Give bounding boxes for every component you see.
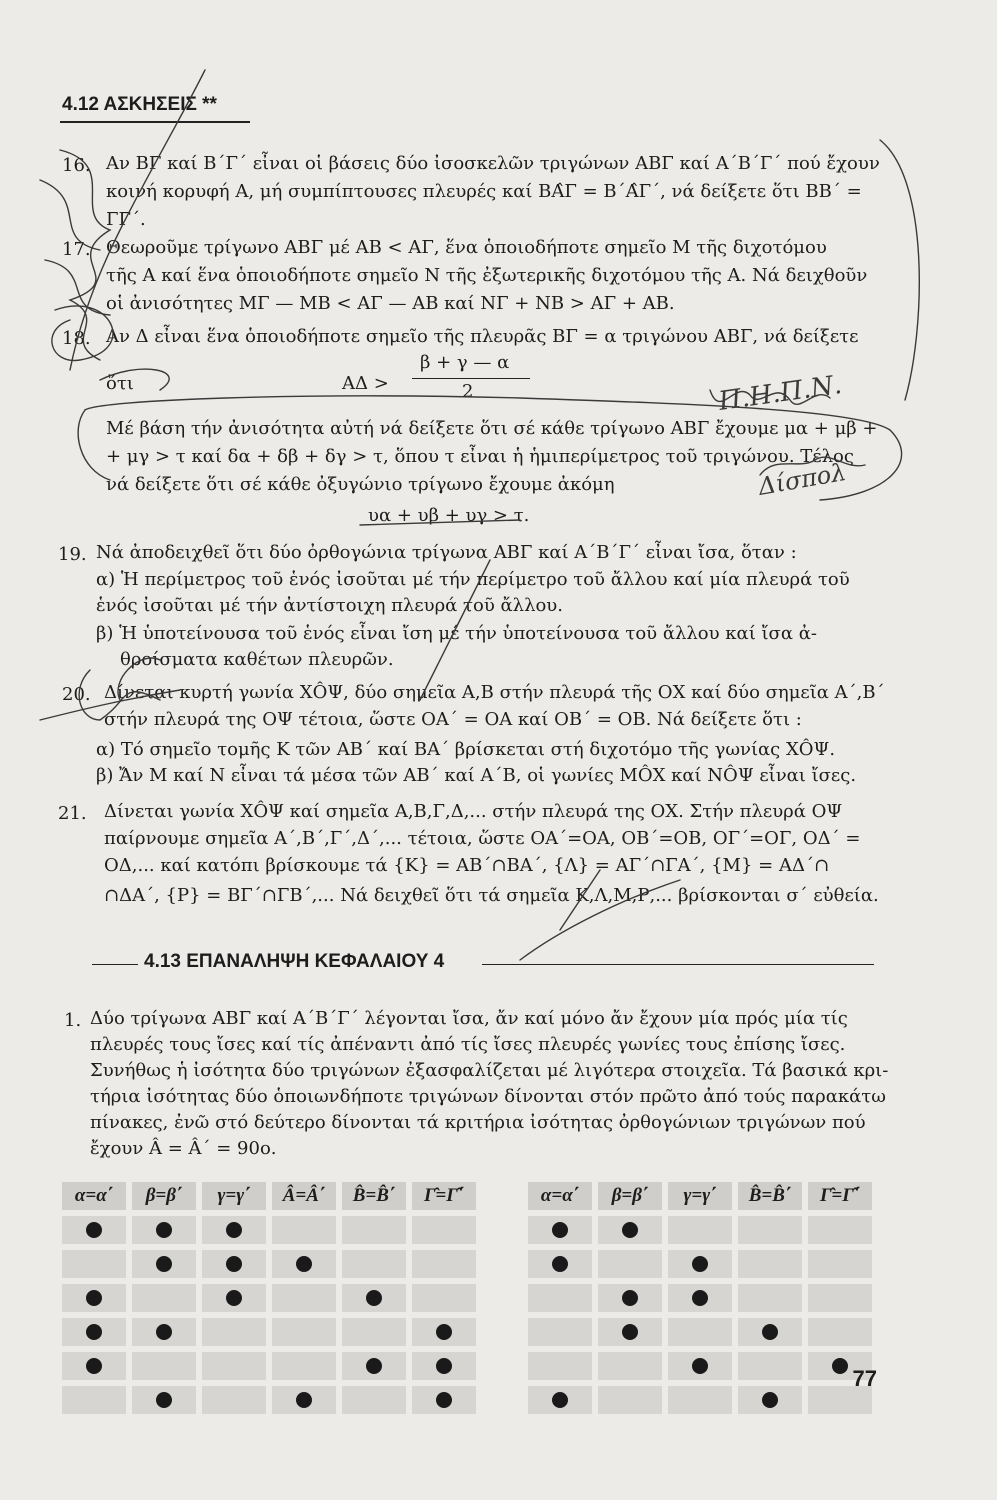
table-header: B̂=B̂΄ xyxy=(738,1182,802,1210)
exercise-19-line: ἑνός ἰσοῦται μέ τήν ἀντίστοιχη πλευρά τοῦ ἄλλου. xyxy=(96,595,563,616)
review-1-number: 1. xyxy=(64,1010,82,1031)
table-cell xyxy=(412,1352,476,1380)
exercise-18-line: νά δείξετε ὅτι σέ κάθε ὀξυγώνιο τρίγωνο ἔχουμε ἀκόμη xyxy=(106,474,615,495)
section-underline xyxy=(60,121,250,123)
exercise-18-final: υα + υβ + υγ > τ. xyxy=(368,505,530,526)
criterion-dot xyxy=(832,1358,848,1374)
table-header: β=β΄ xyxy=(132,1182,196,1210)
table-header: B̂=B̂΄ xyxy=(342,1182,406,1210)
table-cell xyxy=(342,1284,406,1312)
table-cell xyxy=(272,1216,336,1244)
review-1-line: Δύο τρίγωνα ΑΒΓ καί Α΄Β΄Γ΄ λέγονται ἴσα, ἄν καί μόνο ἄν ἔχουν μία πρός μία τίς xyxy=(90,1008,848,1029)
criterion-dot xyxy=(366,1358,382,1374)
exercise-19-number: 19. xyxy=(58,544,87,565)
exercise-18-line: Μέ βάση τήν ἀνισότητα αὐτή νά δείξετε ὅτι σέ κάθε τρίγωνο ΑΒΓ ἔχουμε μα + μβ + xyxy=(106,418,878,439)
criterion-dot xyxy=(436,1392,452,1408)
table-cell xyxy=(528,1352,592,1380)
table-cell xyxy=(412,1318,476,1346)
section-title: 4.12 ΑΣΚΗΣΕΙΣ ** xyxy=(62,94,217,115)
criterion-dot xyxy=(692,1256,708,1272)
table-cell xyxy=(598,1216,662,1244)
table-cell xyxy=(132,1250,196,1278)
table-cell xyxy=(668,1352,732,1380)
table-cell xyxy=(202,1284,266,1312)
table-cell xyxy=(202,1216,266,1244)
table-cell xyxy=(272,1284,336,1312)
table-cell xyxy=(62,1250,126,1278)
table-header: Γ̂=Γ̂΄ xyxy=(808,1182,872,1210)
table-cell xyxy=(668,1386,732,1414)
table-cell xyxy=(528,1386,592,1414)
table-cell xyxy=(272,1352,336,1380)
criterion-dot xyxy=(156,1324,172,1340)
criterion-dot xyxy=(436,1358,452,1374)
table-cell xyxy=(342,1318,406,1346)
criterion-dot xyxy=(226,1290,242,1306)
review-1-line: πλευρές τους ἴσες καί τίς ἀπέναντι ἀπό τίς ἴσες πλευρές γωνίες τους ἐπίσης ἴσες. xyxy=(90,1034,846,1055)
table-cell xyxy=(202,1318,266,1346)
exercise-18-number: 18. xyxy=(62,328,91,349)
table-cell xyxy=(132,1318,196,1346)
criterion-dot xyxy=(622,1290,638,1306)
table-cell xyxy=(272,1318,336,1346)
criterion-dot xyxy=(156,1222,172,1238)
table-cell xyxy=(738,1284,802,1312)
table-cell xyxy=(202,1352,266,1380)
table-cell xyxy=(528,1318,592,1346)
criterion-dot xyxy=(296,1392,312,1408)
criterion-dot xyxy=(622,1324,638,1340)
criterion-dot xyxy=(86,1358,102,1374)
table-cell xyxy=(132,1386,196,1414)
criterion-dot xyxy=(552,1392,568,1408)
exercise-18-oti: ὅτι xyxy=(106,373,134,394)
criterion-dot xyxy=(366,1290,382,1306)
table-cell xyxy=(202,1250,266,1278)
table-cell xyxy=(668,1216,732,1244)
table-cell xyxy=(272,1250,336,1278)
exercise-21-line: ΟΔ,... καί κατόπι βρίσκουμε τά {Κ} = ΑΒ΄∩ΒΑ΄, {Λ} = ΑΓ΄∩ΓΑ΄, {Μ} = ΑΔ΄∩ xyxy=(104,855,830,876)
criterion-dot xyxy=(436,1324,452,1340)
exercise-21-line: ∩ΔΑ΄, {Ρ} = ΒΓ΄∩ΓΒ΄,... Νά δειχθεῖ ὅτι τά σημεῖα Κ,Λ,Μ,Ρ,... βρίσκονται σ΄ εὐθεία. xyxy=(104,885,879,906)
table-cell xyxy=(598,1318,662,1346)
exercise-19-line: β) Ἡ ὑποτείνουσα τοῦ ἑνός εἶναι ἴση μέ τήν ὑποτείνουσα τοῦ ἄλλου καί ἴσα ἀ- xyxy=(96,623,817,644)
handwriting-note-1: Π.Η.Π.Ν. xyxy=(716,369,844,417)
exercise-21-line: Δίνεται γωνία ΧÔΨ καί σημεῖα Α,Β,Γ,Δ,... στήν πλευρά της ΟΧ. Στήν πλευρά ΟΨ xyxy=(104,801,843,822)
exercise-16-line: Αν ΒΓ καί Β΄Γ΄ εἶναι οἱ βάσεις δύο ἰσοσκελῶν τριγώνων ΑΒΓ καί Α΄Β΄Γ΄ πού ἔχουν xyxy=(106,153,880,174)
criterion-dot xyxy=(692,1290,708,1306)
table-cell xyxy=(738,1318,802,1346)
criterion-dot xyxy=(86,1222,102,1238)
exercise-20-line: στήν πλευρά της ΟΨ τέτοια, ὥστε ΟΑ΄ = ΟΑ καί ΟΒ΄ = ΟΒ. Νά δείξετε ὅτι : xyxy=(104,709,802,730)
exercise-17-line: Θεωροῦμε τρίγωνο ΑΒΓ μέ ΑΒ < ΑΓ, ἕνα ὁποιοδήποτε σημεῖο Μ τῆς διχοτόμου xyxy=(106,237,827,258)
exercise-19-line: θροίσματα καθέτων πλευρῶν. xyxy=(120,649,394,670)
exercise-19-line: α) Ἡ περίμετρος τοῦ ἑνός ἰσοῦται μέ τήν περίμετρο τοῦ ἄλλου καί μία πλευρά τοῦ xyxy=(96,569,850,590)
table-cell xyxy=(808,1284,872,1312)
table-cell xyxy=(412,1250,476,1278)
table-cell xyxy=(62,1386,126,1414)
table-cell xyxy=(272,1386,336,1414)
exercise-17-number: 17. xyxy=(62,239,91,260)
table-cell xyxy=(132,1216,196,1244)
table-cell xyxy=(808,1318,872,1346)
review-1-line: Συνήθως ἡ ἰσότητα δύο τριγώνων ἐξασφαλίζεται μέ λιγότερα στοιχεῖα. Τά βασικά κρι- xyxy=(90,1060,889,1081)
table-header: β=β΄ xyxy=(598,1182,662,1210)
table-cell xyxy=(412,1216,476,1244)
criterion-dot xyxy=(762,1392,778,1408)
fraction-bar xyxy=(412,378,530,379)
table-cell xyxy=(738,1250,802,1278)
exercise-18-line: Αν Δ εἶναι ἕνα ὁποιοδήποτε σημεῖο τῆς πλευρᾶς ΒΓ = α τριγώνου ΑΒΓ, νά δείξετε xyxy=(106,326,859,347)
table-cell xyxy=(412,1284,476,1312)
review-1-line: τήρια ἰσότητας δύο ὁποιωνδήποτε τριγώνων δίνονται στόν πρῶτο ἀπό τούς παρακάτω xyxy=(90,1086,886,1107)
table-header: Â=Â΄ xyxy=(272,1182,336,1210)
table-header: α=α΄ xyxy=(62,1182,126,1210)
criterion-dot xyxy=(226,1256,242,1272)
table-cell xyxy=(132,1352,196,1380)
table-cell xyxy=(342,1250,406,1278)
table-cell xyxy=(738,1386,802,1414)
table-cell xyxy=(738,1352,802,1380)
criterion-dot xyxy=(692,1358,708,1374)
criterion-dot xyxy=(762,1324,778,1340)
criterion-dot xyxy=(156,1256,172,1272)
criterion-dot xyxy=(86,1290,102,1306)
fraction-denominator: 2 xyxy=(462,381,474,402)
table-cell xyxy=(738,1216,802,1244)
section2-rule-right xyxy=(482,964,874,965)
criterion-dot xyxy=(296,1256,312,1272)
table-cell xyxy=(808,1216,872,1244)
fraction-numerator: β + γ — α xyxy=(420,352,510,373)
page-number: 77 xyxy=(852,1366,877,1391)
review-1-line: ἔχουν Â = Â΄ = 90ο. xyxy=(90,1138,277,1159)
table-cell xyxy=(62,1318,126,1346)
table-cell xyxy=(808,1250,872,1278)
table-cell xyxy=(202,1386,266,1414)
table-cell xyxy=(342,1216,406,1244)
congruence-criteria-table xyxy=(62,1182,476,1414)
exercise-16-line: ΓΓ΄. xyxy=(106,209,146,230)
table-cell xyxy=(598,1250,662,1278)
table-cell xyxy=(342,1352,406,1380)
exercise-16-line: κοινή κορυφή Α, μή συμπίπτουσες πλευρές καί ΒΑ̂Γ = Β΄Α̂Γ΄, νά δείξετε ὅτι ΒΒ΄ = xyxy=(106,181,862,202)
exercise-20-line: α) Τό σημεῖο τομῆς Κ τῶν ΑΒ΄ καί ΒΑ΄ βρίσκεται στή διχοτόμο τῆς γωνίας ΧÔΨ. xyxy=(96,739,836,760)
table-cell xyxy=(598,1386,662,1414)
table-cell xyxy=(132,1284,196,1312)
table-cell xyxy=(412,1386,476,1414)
exercise-17-line: τῆς Α καί ἕνα ὁποιοδήποτε σημεῖο Ν τῆς ἐξωτερικῆς διχοτόμου τῆς Α. Νά δειχθοῦν xyxy=(106,265,868,286)
table-cell xyxy=(668,1284,732,1312)
exercise-19-line: Νά ἀποδειχθεῖ ὅτι δύο ὀρθογώνια τρίγωνα ΑΒΓ καί Α΄Β΄Γ΄ εἶναι ἴσα, ὅταν : xyxy=(96,542,797,563)
criterion-dot xyxy=(552,1222,568,1238)
table-cell xyxy=(62,1216,126,1244)
criterion-dot xyxy=(622,1222,638,1238)
criterion-dot xyxy=(226,1222,242,1238)
criterion-dot xyxy=(156,1392,172,1408)
table-header: Γ̂=Γ̂΄ xyxy=(412,1182,476,1210)
exercise-20-line: β) Ἄν Μ καί Ν εἶναι τά μέσα τῶν ΑΒ΄ καί Α΄Β, οἱ γωνίες ΜÔΧ καί ΝÔΨ εἶναι ἴσες. xyxy=(96,765,857,786)
table-cell xyxy=(598,1284,662,1312)
table-cell xyxy=(668,1250,732,1278)
table-header: α=α΄ xyxy=(528,1182,592,1210)
section2-title: 4.13 ΕΠΑΝΑΛΗΨΗ ΚΕΦΑΛΑΙΟΥ 4 xyxy=(144,951,445,972)
review-1-line: πίνακες, ἐνῶ στό δεύτερο δίνονται τά κριτήρια ἰσότητας ὀρθογώνιων τριγώνων πού xyxy=(90,1112,866,1133)
exercise-16-number: 16. xyxy=(62,155,91,176)
table-header: γ=γ΄ xyxy=(202,1182,266,1210)
table-cell xyxy=(528,1250,592,1278)
table-cell xyxy=(342,1386,406,1414)
criterion-dot xyxy=(552,1256,568,1272)
table-cell xyxy=(62,1352,126,1380)
exercise-20-number: 20. xyxy=(62,684,91,705)
exercise-18-lhs: ΑΔ > xyxy=(342,373,389,394)
table-cell xyxy=(528,1284,592,1312)
exercise-21-number: 21. xyxy=(58,803,87,824)
exercise-17-line: οἱ ἀνισότητες ΜΓ — ΜΒ < ΑΓ — ΑΒ καί ΝΓ + ΝΒ > ΑΓ + ΑΒ. xyxy=(106,293,675,314)
table-header: γ=γ΄ xyxy=(668,1182,732,1210)
table-cell xyxy=(598,1352,662,1380)
table-cell xyxy=(668,1318,732,1346)
criterion-dot xyxy=(86,1324,102,1340)
handwriting-note-2: Δίσπολ xyxy=(756,457,849,501)
exercise-20-line: Δίνεται κυρτή γωνία ΧÔΨ, δύο σημεῖα Α,Β στήν πλευρά τῆς ΟΧ καί δύο σημεῖα Α΄,Β΄ xyxy=(104,682,885,703)
table-cell xyxy=(528,1216,592,1244)
exercise-18-line: + μγ > τ καί δα + δβ + δγ > τ, ὅπου τ εἶναι ἡ ἡμιπερίμετρος τοῦ τριγώνου. Τέλος xyxy=(106,446,854,467)
right-triangle-criteria-table xyxy=(528,1182,872,1414)
exercise-21-line: παίρνουμε σημεῖα Α΄,Β΄,Γ΄,Δ΄,... τέτοια, ὥστε ΟΑ΄=ΟΑ, ΟΒ΄=ΟΒ, ΟΓ΄=ΟΓ, ΟΔ΄ = xyxy=(104,828,861,849)
table-cell xyxy=(62,1284,126,1312)
section2-rule-left xyxy=(92,964,138,965)
